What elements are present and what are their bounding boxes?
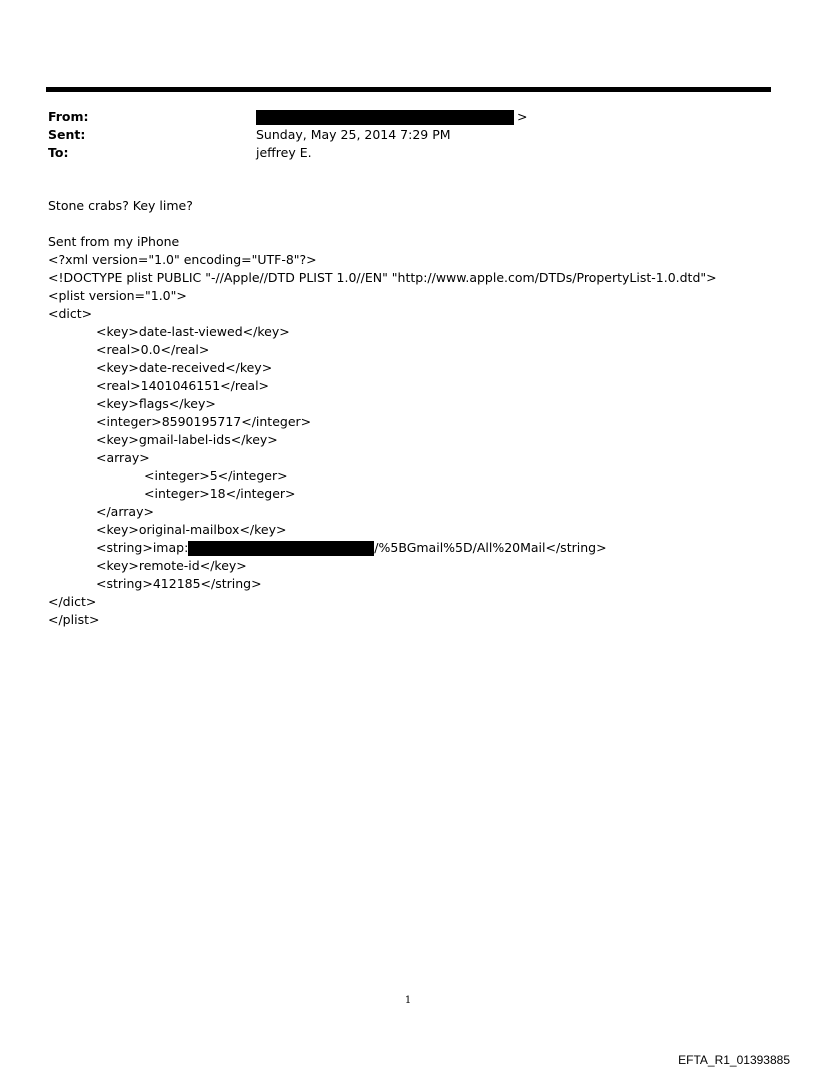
plist-line: <key>date-last-viewed</key> [96, 324, 290, 339]
plist-line: <real>0.0</real> [96, 342, 210, 357]
to-value: jeffrey E. [256, 145, 312, 160]
sent-row [48, 126, 768, 144]
plist-line: <string>412185</string> [96, 576, 262, 591]
plist-line-part: /%5BGmail%5D/All%20Mail</string> [374, 540, 607, 555]
plist-line: <key>remote-id</key> [96, 558, 247, 573]
plist-line: <array> [96, 450, 150, 465]
redaction-block [188, 541, 374, 556]
page-number: 1 [404, 995, 412, 1006]
plist-line: </dict> [48, 594, 97, 609]
from-row [48, 108, 768, 126]
plist-line: <real>1401046151</real> [96, 378, 270, 393]
plist-line: <dict> [48, 306, 93, 321]
plist-line: <key>gmail-label-ids</key> [96, 432, 278, 447]
from-value [256, 108, 527, 126]
from-label: From: [48, 109, 89, 124]
plist-line: <integer>5</integer> [144, 468, 288, 483]
plist-line: </plist> [48, 612, 100, 627]
sent-value: Sunday, May 25, 2014 7:29 PM [256, 127, 451, 142]
plist-line: <?xml version="1.0" encoding="UTF-8"?> [48, 252, 317, 267]
plist-line: <!DOCTYPE plist PUBLIC "-//Apple//DTD PLIST 1.0//EN" "http://www.apple.com/DTDs/PropertyList-1.0.dtd"> [48, 270, 717, 285]
from-value-suffix: > [517, 109, 528, 124]
bates-number: EFTA_R1_01393885 [678, 1053, 790, 1067]
header-divider-rule [46, 87, 771, 92]
sent-label: Sent: [48, 127, 86, 142]
plist-line-with-redaction [48, 539, 788, 557]
to-label: To: [48, 145, 69, 160]
plist-line: <integer>18</integer> [144, 486, 296, 501]
to-row [48, 144, 768, 162]
plist-line: <key>date-received</key> [96, 360, 273, 375]
plist-line: </array> [96, 504, 154, 519]
plist-line-part: <string>imap: [96, 540, 189, 555]
message-text: Stone crabs? Key lime? [48, 198, 193, 213]
plist-line: <plist version="1.0"> [48, 288, 187, 303]
email-header [48, 108, 768, 162]
email-body [48, 197, 788, 629]
plist-line: <integer>8590195717</integer> [96, 414, 312, 429]
plist-line: <key>flags</key> [96, 396, 216, 411]
plist-line: <key>original-mailbox</key> [96, 522, 287, 537]
redaction-block [256, 110, 514, 125]
signature-text: Sent from my iPhone [48, 234, 180, 249]
